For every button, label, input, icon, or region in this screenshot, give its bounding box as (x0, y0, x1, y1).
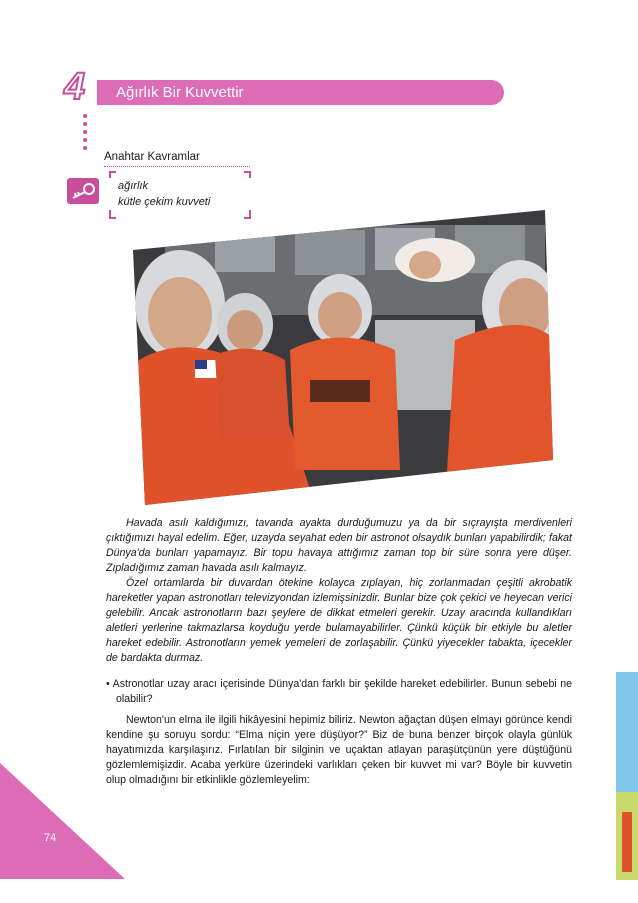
newton-paragraph: Newton'un elma ile ilgili hikâyesini hepimiz biliriz. Newton ağaçtan düşen elmayı görünce kendi kendine şu soruyu sordu: “Elma niçin yere düşüyor?” Biz de buna benzer birçok olayla günlük hayatımızda karşılaşırız. Fırlatılan bir silginin ve uçaktan atlayan paraşütçünün yere düştüğünü gözlemlemişizdir. Acaba yerküre üzerindeki varlıkları çeken bir kuvvet mi var? Böyle bir kuvvetin olup olmadığını bir etkinlikle gözlemleyelim: (106, 714, 572, 786)
right-edge-strip (616, 672, 638, 880)
question-bullet: • Astronotlar uzay aracı içerisinde Dünya'dan farklı bir şekilde hareket edebilirler. Bunun sebebi ne olabilir? (106, 678, 572, 705)
astronauts-photo (125, 210, 555, 505)
key-concepts-heading: Anahtar Kavramlar (104, 151, 200, 163)
section-title: Ağırlık Bir Kuvvettir (116, 84, 244, 101)
page-number: 74 (44, 832, 57, 844)
astronaut-paragraph: Özel ortamlarda bir duvardan ötekine kolayca zıplayan, hiç zorlanmadan çeşitli akrobatik hareketler yapan astronotları televizyondan izlemişsinizdir. Bunlar bize çok çekici ve heyecan verici gelebilir. Ancak astronotların bazı şeylere de dikkat etmeleri gerekir. Uzay aracında kullandıkları aletleri yerlerine takmazlarsa koyduğu yerde bulamayabilirler. Çünkü küçük bir etkiyle bu aletler hareket edebilir. Astronotların yemek yemeleri de zorlaşabilir. Çünkü yiyecekler tabakta, içecekler de bardakta durmaz. (106, 577, 572, 664)
key-concept-term: kütle çekim kuvveti (118, 196, 211, 208)
intro-paragraph: Havada asılı kaldığımızı, tavanda ayakta durduğumuzu ya da bir sıçrayışta merdivenleri çıktığımızı hayal edelim. Eğer, uzayda seyahat eden bir astronot olsaydık bunları yapabilirdik; fakat Dünya'da bunları yapamayız. Bir topu havaya attığımız zaman top bir süre sonra yere düşer. Zıpladığımız zaman havada asılı kalmayız. (106, 517, 572, 574)
page-corner-decoration (0, 763, 130, 883)
key-concept-term: ağırlık (118, 180, 148, 192)
key-icon (67, 178, 99, 204)
section-number: 4 (64, 66, 86, 108)
